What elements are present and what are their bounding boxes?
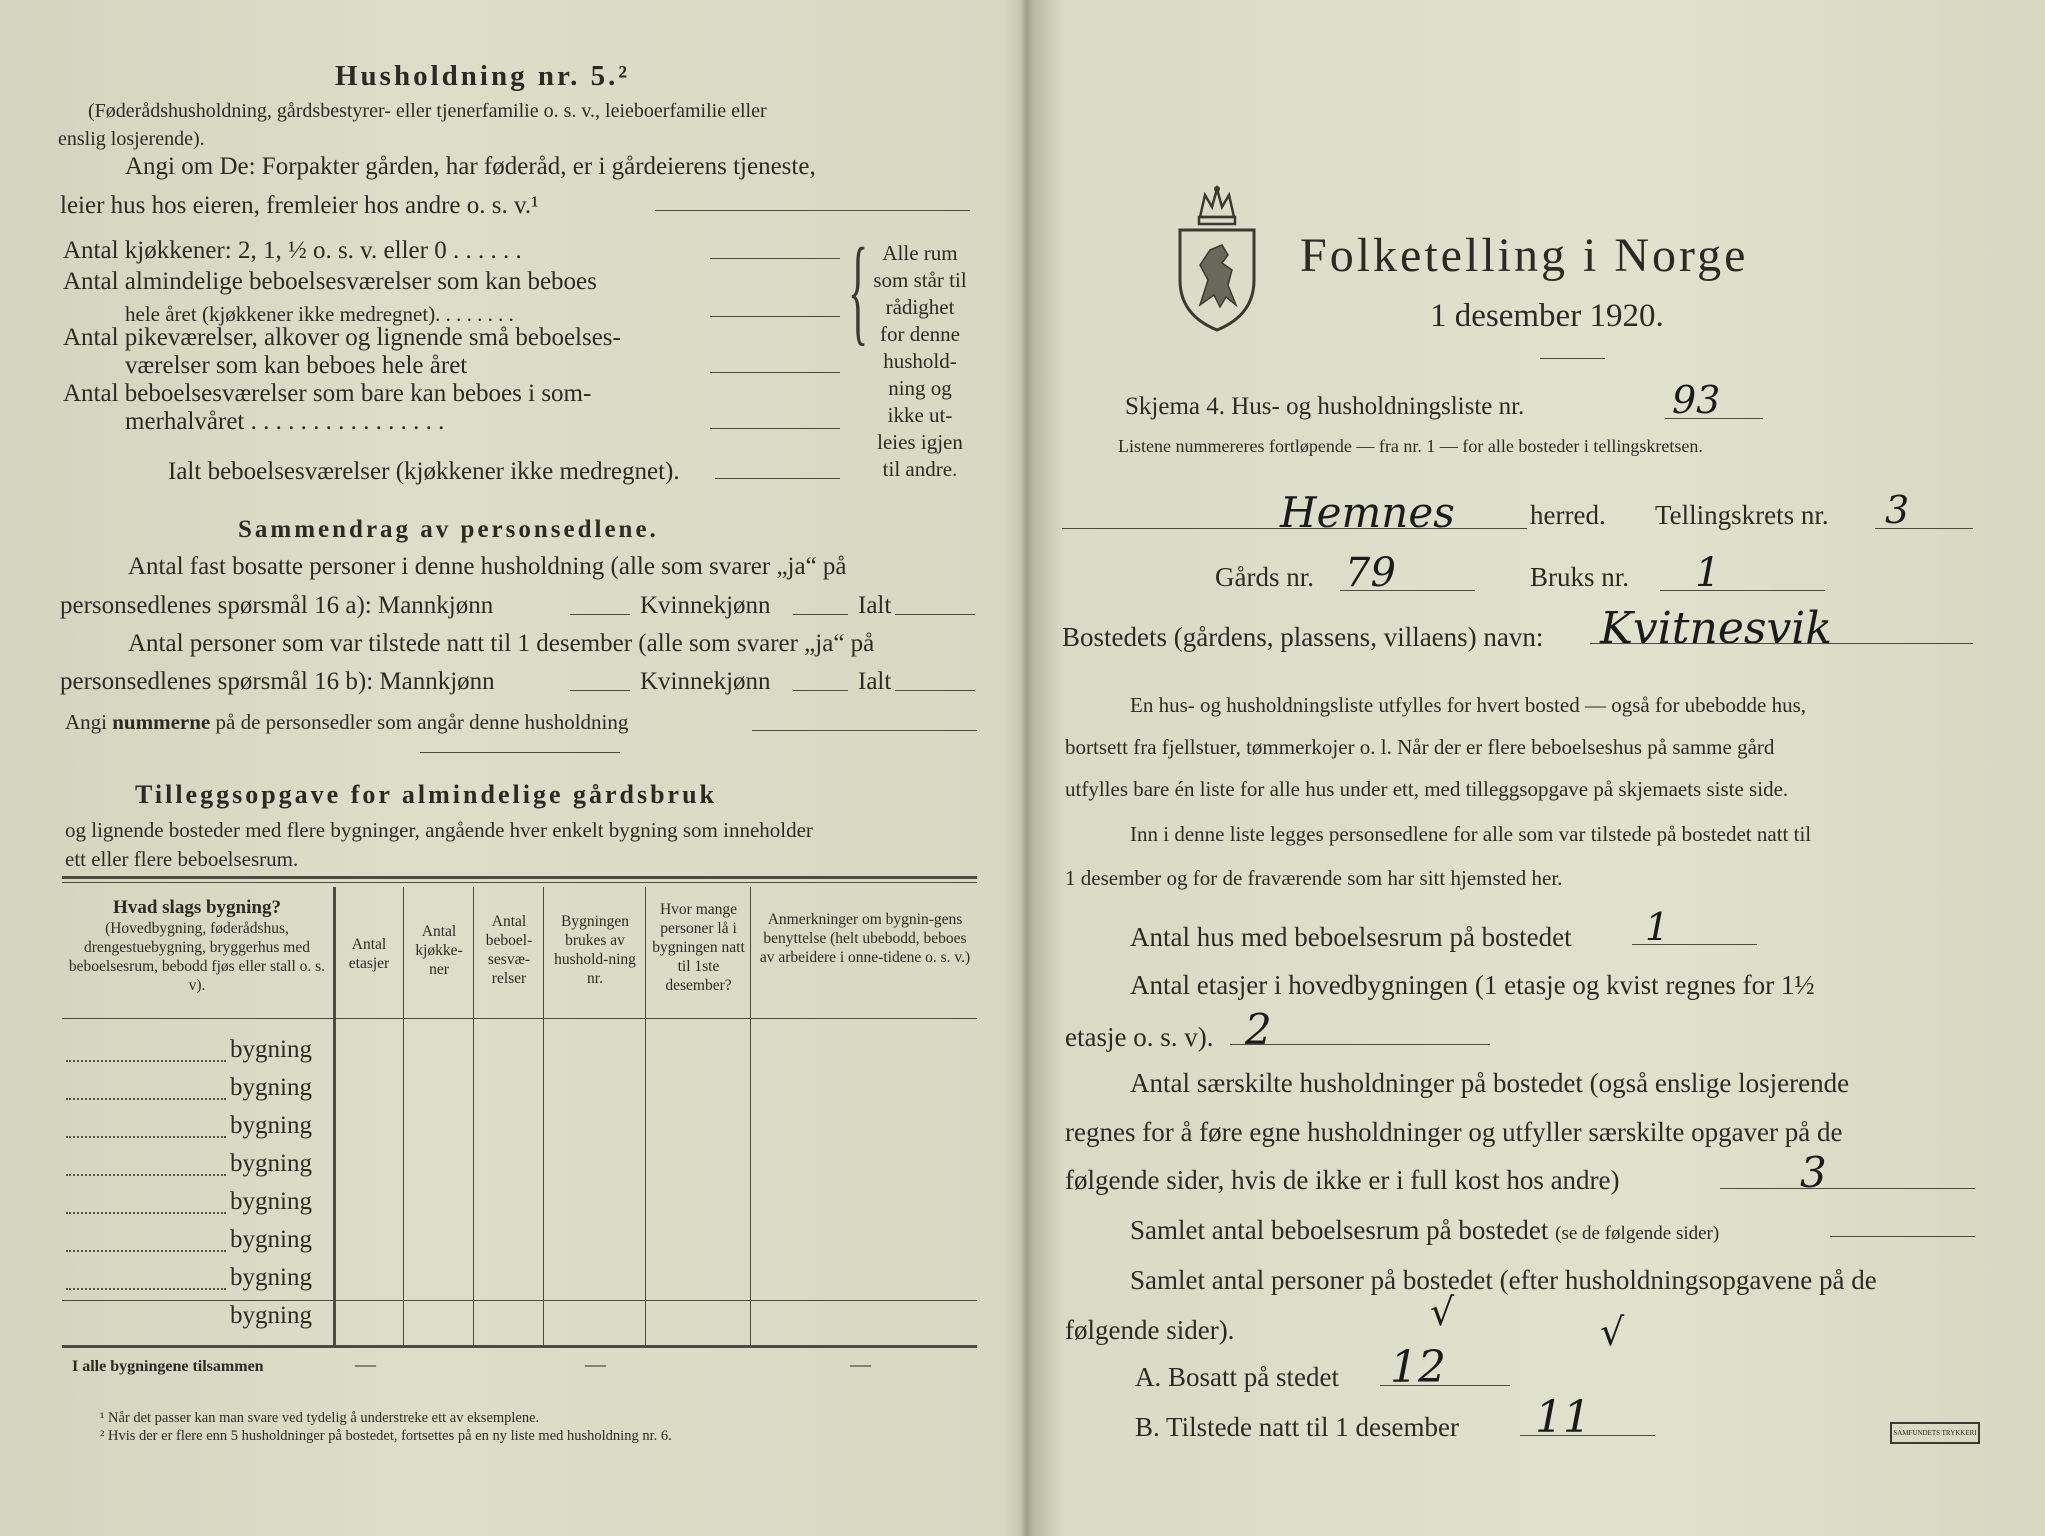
table-header-rule	[62, 1018, 977, 1019]
table-row-6: bygning	[230, 1226, 312, 1253]
angi-answer-line	[655, 210, 970, 211]
rooms-ordinary-line	[710, 316, 840, 317]
brace-icon: {	[848, 223, 869, 356]
summary-title: Sammendrag av personsedlene.	[238, 516, 659, 543]
col-personer: Hvor mange personer lå i bygningen natt til 1ste desember?	[652, 901, 745, 994]
skjema-label: Skjema 4. Hus- og husholdningsliste nr.	[1125, 393, 1525, 420]
instr-line-5: 1 desember og for de fraværende som har sitt hjemsted her.	[1065, 866, 1563, 890]
col-anmerkninger: Anmerkninger om bygnin-gens benyttelse (helt ubebodd, beboes av arbeidere i onne-tidene o. s. v.)	[759, 911, 971, 966]
instr-line-2: bortsett fra fjellstuer, tømmerkojer o. l. Når der er flere beboelseshus på samme gård	[1065, 735, 1775, 759]
bosatt-label: A. Bosatt på stedet	[1135, 1362, 1339, 1392]
table-top-rule	[62, 876, 977, 879]
title-rule	[1540, 358, 1605, 359]
intro-line-1: (Føderådshusholdning, gårdsbestyrer- eller tjenerfamilie o. s. v., leieboerfamilie eller	[88, 100, 767, 122]
rooms-kitchens: Antal kjøkkener: 2, 1, ½ o. s. v. eller 0 . . . . . .	[63, 237, 522, 264]
q-households-value: 3	[1800, 1148, 1827, 1197]
total-dash-anmerkninger: —	[850, 1352, 871, 1376]
total-dash-husholdning: —	[585, 1352, 606, 1376]
instr-line-1: En hus- og husholdningsliste utfylles for hvert bosted — også for ubebodde hus,	[1130, 693, 1806, 717]
ialt-label-1: Ialt	[858, 592, 892, 619]
table-total-rule	[62, 1300, 977, 1301]
herred-label: herred.	[1530, 500, 1606, 530]
skjema-nr-value: 93	[1672, 378, 1721, 422]
rooms-total-line	[715, 478, 840, 479]
total-row-label: I alle bygningene tilsammen	[72, 1358, 264, 1375]
bosatt-value: 12	[1390, 1342, 1446, 1393]
instr-line-3: utfylles bare én liste for alle hus under ett, med tilleggsopgave på skjemaets siste side.	[1065, 777, 1789, 801]
q-households-line-2: regnes for å føre egne husholdninger og utfyller særskilte opgaver på de	[1065, 1117, 1843, 1147]
tillegg-line-1: og lignende bosteder med flere bygninger, angående hver enkelt bygning som inneholder	[65, 818, 813, 842]
tillegg-line-2: ett eller flere beboelsesrum.	[65, 847, 299, 871]
bruks-label: Bruks nr.	[1530, 562, 1630, 592]
household-title: Husholdning nr. 5.²	[335, 60, 631, 92]
bosted-value: Kvitnesvik	[1600, 603, 1833, 654]
tellingskrets-value: 3	[1885, 488, 1910, 532]
rooms-small-line	[710, 372, 840, 373]
intro-line-2: enslig losjerende).	[58, 128, 205, 150]
census-date: 1 desember 1920.	[1430, 298, 1664, 334]
table-row-8: bygning	[230, 1302, 312, 1329]
rooms-ordinary-1: Antal almindelige beboelsesværelser som kan beboes	[63, 268, 597, 295]
q-floors-line-1: Antal etasjer i hovedbygningen (1 etasje og kvist regnes for 1½	[1130, 970, 1815, 1000]
q-rooms-label: Samlet antal beboelsesrum på bostedet (se de følgende sider)	[1130, 1215, 1720, 1245]
rooms-summer-line	[710, 428, 840, 429]
summary-line-4: personsedlenes spørsmål 16 b): Mannkjønn	[60, 668, 495, 695]
rooms-small-2: værelser som kan beboes hele året	[125, 352, 468, 379]
rooms-total: Ialt beboelsesværelser (kjøkkener ikke medregnet).	[168, 458, 680, 485]
table-row-1: bygning	[230, 1036, 312, 1063]
footnote-1: ¹ Når det passer kan man svare ved tydelig å understreke ett av eksemplene.	[100, 1410, 540, 1426]
table-bottom-rule	[62, 1345, 977, 1348]
ialt-label-2: Ialt	[858, 668, 892, 695]
rooms-kitchens-line	[710, 258, 840, 259]
angi-nummerne: Angi nummerne på de personsedler som angår denne husholdning	[65, 710, 629, 734]
table-row-5: bygning	[230, 1188, 312, 1215]
nummereres-note: Listene nummereres fortløpende — fra nr. 1 — for alle bosteder i tellingskretsen.	[1118, 436, 1703, 456]
bosted-label: Bostedets (gårdens, plassens, villaens) navn:	[1062, 622, 1544, 652]
col-building-type: Hvad slags bygning? (Hovedbygning, føderådshus, drengestuebygning, bryggerhus med beboelsesrum, bebodd fjøs eller stall o. s. v).	[68, 897, 326, 994]
tilstede-label: B. Tilstede natt til 1 desember	[1135, 1412, 1459, 1442]
q-houses-label: Antal hus med beboelsesrum på bostedet	[1130, 922, 1572, 952]
angi-line-2: leier hus hos eieren, fremleier hos andre o. s. v.¹	[60, 192, 539, 219]
summary-line-2: personsedlenes spørsmål 16 a): Mannkjønn	[60, 592, 494, 619]
rooms-summer-1: Antal beboelsesværelser som bare kan beboes i som-	[63, 380, 592, 407]
bruks-value: 1	[1695, 550, 1721, 596]
herred-value: Hemnes	[1280, 488, 1455, 537]
tillegg-title: Tilleggsopgave for almindelige gårdsbruk	[135, 780, 718, 809]
col-beboelsesvaerelser: Antal beboel-sesvæ-relser	[485, 913, 533, 987]
col-etasjer: Antal etasjer	[348, 936, 390, 972]
rooms-summer-2: merhalvåret . . . . . . . . . . . . . . . .	[125, 408, 445, 435]
norway-coat-of-arms-icon	[1170, 185, 1265, 335]
footnote-2: ² Hvis der er flere enn 5 husholdninger på bostedet, fortsettes på en ny liste med husholdning nr. 6.	[100, 1428, 672, 1444]
persons-check-mark: √	[1430, 1290, 1455, 1334]
summary-line-1: Antal fast bosatte personer i denne husholdning (alle som svarer „ja“ på	[128, 553, 847, 580]
rooms-small-1: Antal pikeværelser, alkover og lignende små beboelses-	[63, 324, 621, 351]
col-kjokkener: Antal kjøkke-ner	[415, 923, 463, 978]
instr-line-4: Inn i denne liste legges personsedlene for alle som var tilstede på bostedet natt til	[1130, 822, 1812, 846]
kvinnekjonn-label-2: Kvinnekjønn	[640, 668, 771, 695]
col-husholdning-nr: Bygningen brukes av hushold-ning nr.	[554, 913, 636, 987]
section-divider	[420, 752, 620, 753]
kvinnekjonn-label-1: Kvinnekjønn	[640, 592, 771, 619]
q-persons-line-2: følgende sider).	[1065, 1315, 1235, 1345]
tellingskrets-label: Tellingskrets nr.	[1655, 500, 1829, 530]
rooms-ordinary-2: hele året (kjøkkener ikke medregnet). . . . . . . .	[125, 302, 514, 326]
table-row-4: bygning	[230, 1150, 312, 1177]
gards-label: Gårds nr.	[1215, 562, 1314, 592]
q-floors-line-2: etasje o. s. v).	[1065, 1022, 1214, 1052]
brace-note: Alle rum som står til rådighet for denne hushold- ning og ikke ut- leies igjen til andre.	[873, 241, 967, 481]
table-row-3: bygning	[230, 1112, 312, 1139]
angi-line-1: Angi om De: Forpakter gården, har føderåd, er i gårdeierens tjeneste,	[125, 153, 816, 180]
q-households-line-1: Antal særskilte husholdninger på bostedet (også enslige losjerende	[1130, 1068, 1850, 1098]
q-persons-line-1: Samlet antal personer på bostedet (efter husholdningsopgavene på de	[1130, 1265, 1877, 1295]
q-households-line-3: følgende sider, hvis de ikke er i full kost hos andre)	[1065, 1165, 1620, 1195]
page-fold	[1020, 0, 1034, 1536]
census-title: Folketelling i Norge	[1300, 229, 1749, 282]
summary-line-3: Antal personer som var tilstede natt til 1 desember (alle som svarer „ja“ på	[128, 630, 875, 657]
printer-stamp: SAMFUNDETS TRYKKERI	[1890, 1422, 1980, 1444]
gards-value: 79	[1345, 550, 1396, 596]
persons-check-mark-2: √	[1600, 1310, 1625, 1354]
q-houses-value: 1	[1645, 905, 1670, 949]
q-floors-value: 2	[1245, 1005, 1272, 1054]
table-row-2: bygning	[230, 1074, 312, 1101]
tilstede-value: 11	[1535, 1392, 1591, 1443]
table-row-7: bygning	[230, 1264, 312, 1291]
total-dash-etasjer: —	[355, 1352, 376, 1376]
